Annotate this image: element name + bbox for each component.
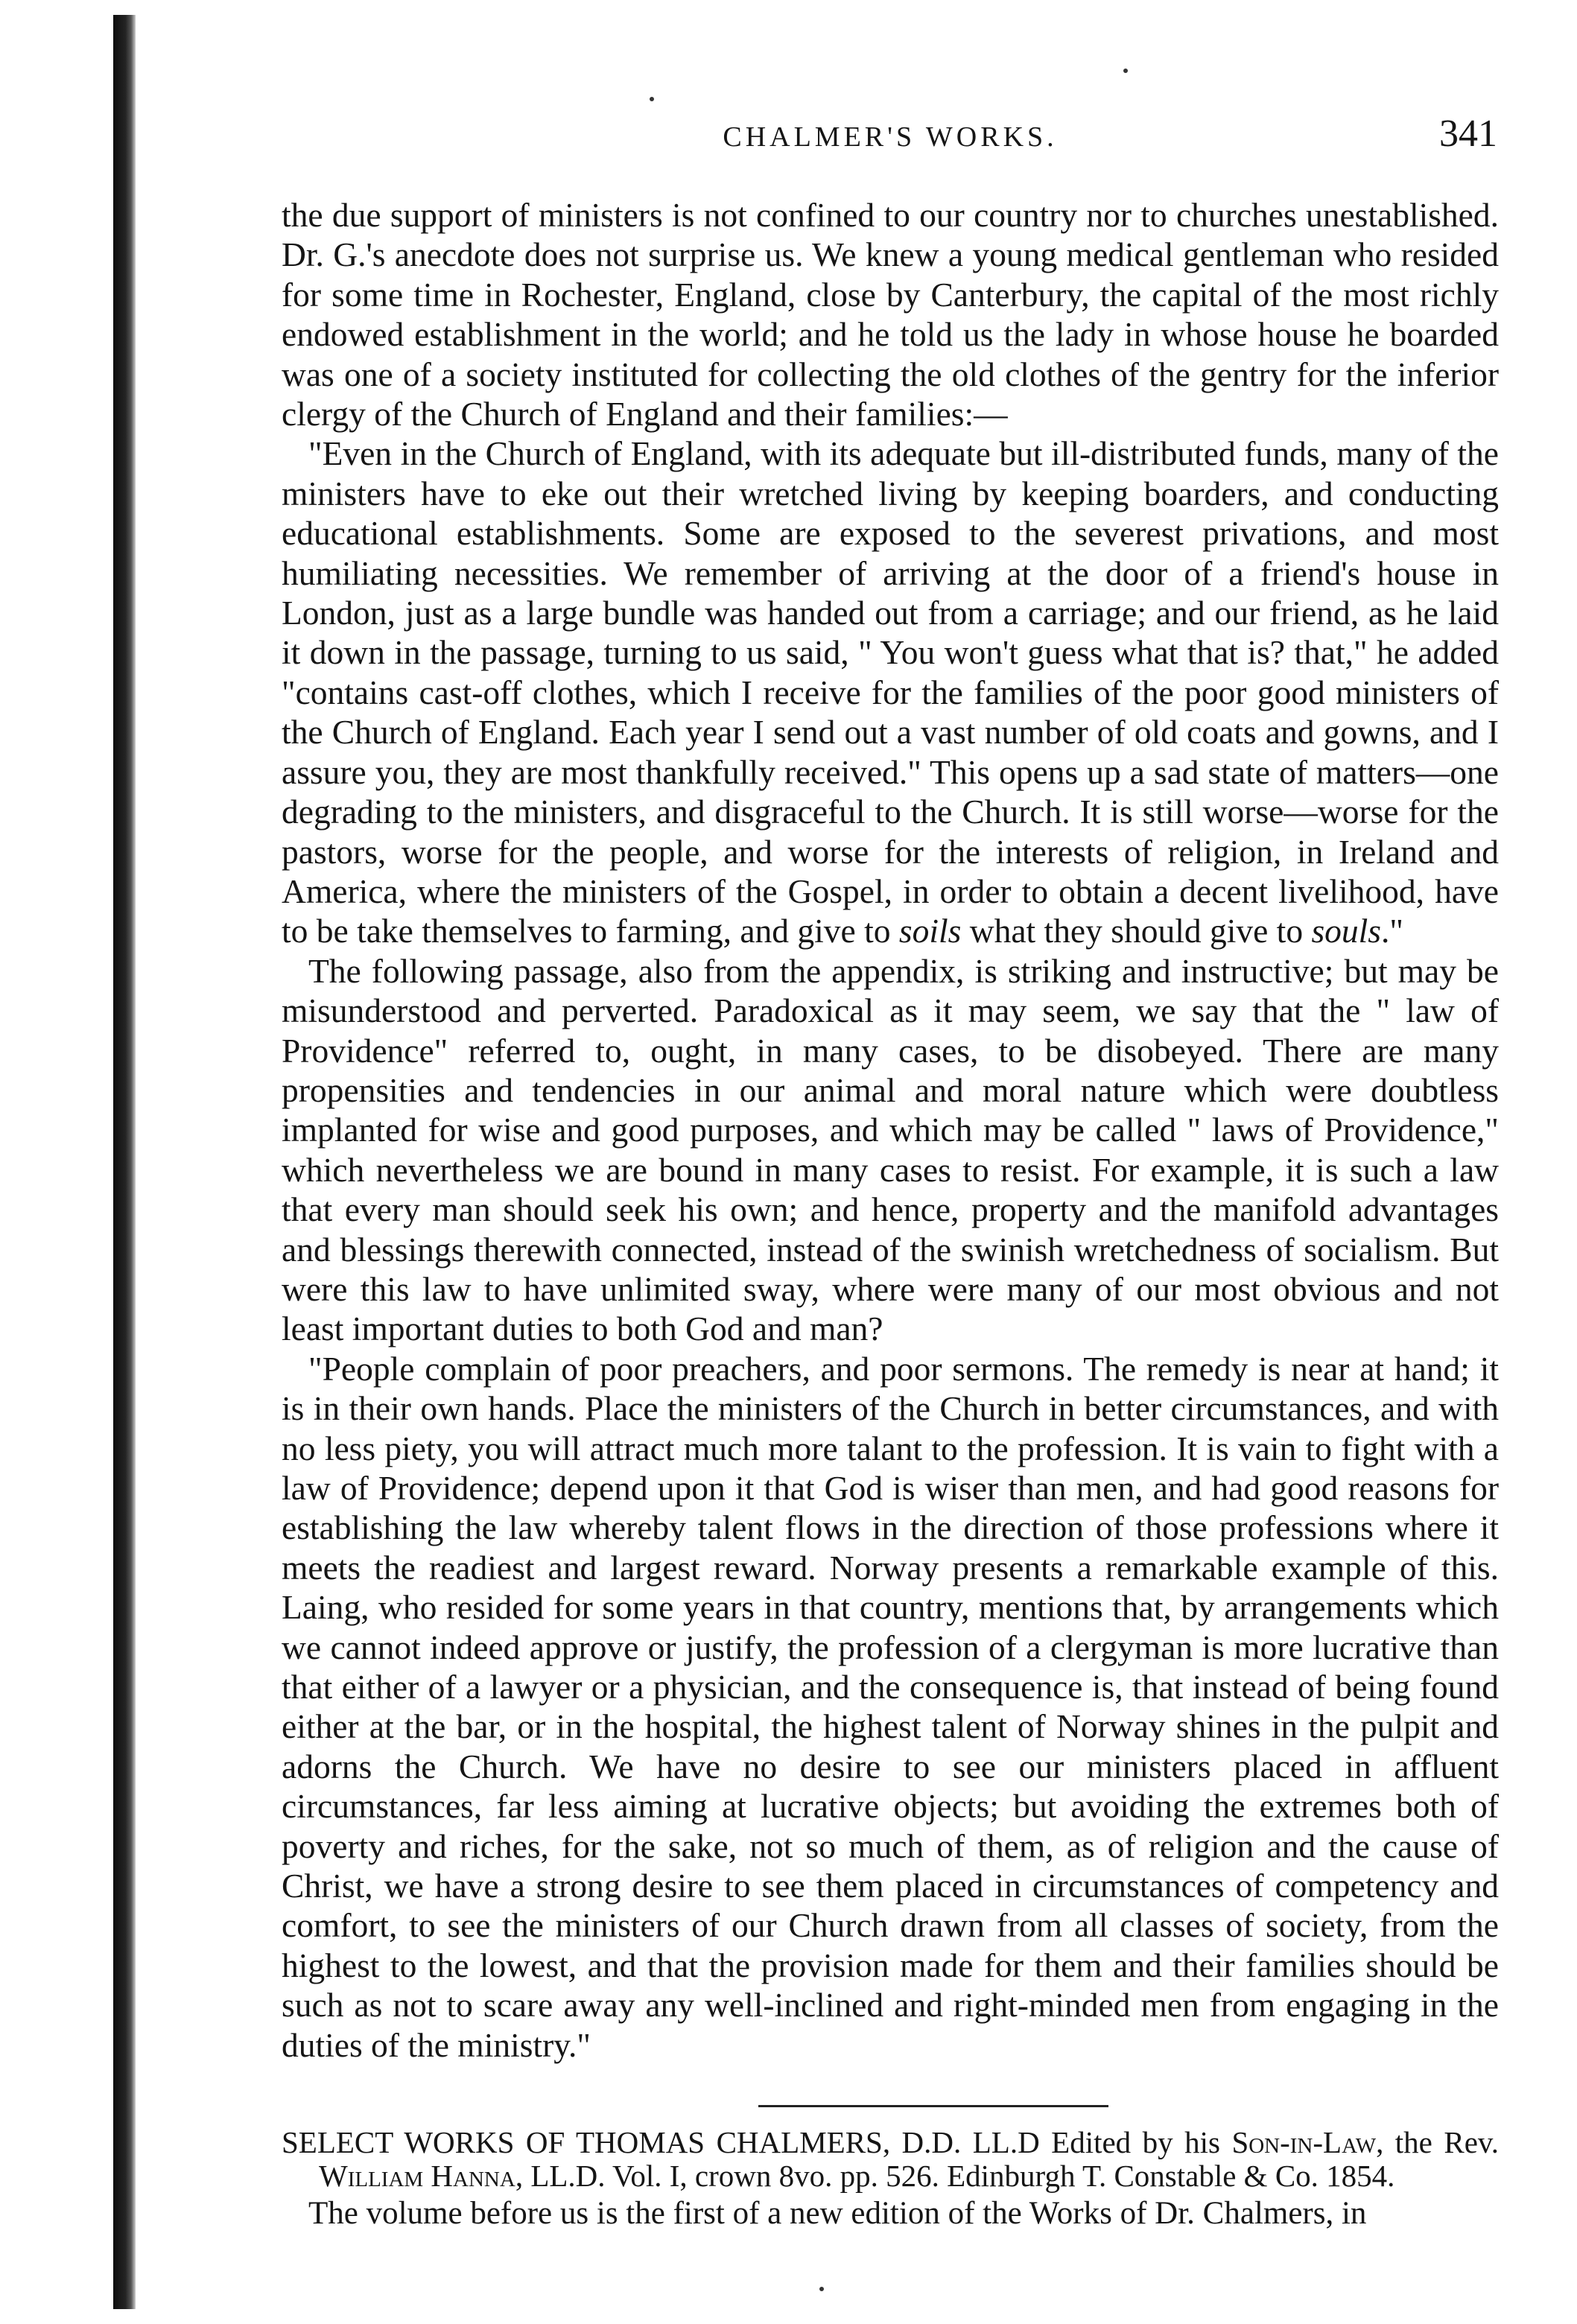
review-editor: William Hanna <box>319 2159 515 2193</box>
page-number: 341 <box>1439 112 1497 155</box>
review-book-title: SELECT WORKS OF THOMAS CHALMERS, D.D. LL.D <box>282 2125 1040 2159</box>
article-body <box>282 195 1499 2065</box>
review-section <box>282 2126 1499 2232</box>
running-title: CHALMER'S WORKS. <box>723 121 1058 153</box>
review-edited-by: Edited by his <box>1039 2125 1232 2159</box>
italic-word-soils: soils <box>898 912 962 950</box>
review-details: , LL.D. Vol. I, crown 8vo. pp. 526. Edinburgh T. Constable & Co. 1854. <box>515 2159 1395 2193</box>
paragraph-commentary: The following passage, also from the appendix, is striking and instructive; but may be misunderstood and perverted. Paradoxical as it may seem, we say that the " law of Providence" referred to, ought, in many cases, to be disobeyed. There are many propensities and tendencies in our animal and moral nature which were doubtless implanted for wise and good purposes, and which may be called " laws of Providence," which nevertheless we are bound in many cases to resist. For example, it is such a law that every man should seek his own; and hence, property and the manifold advantages and blessings therewith connected, instead of the swinish wretchedness of socialism. But were this law to have unlimited sway, where were many of our most obvious and not least important duties to both God and man? <box>282 951 1499 1348</box>
scan-speck <box>819 2287 824 2291</box>
review-intro: The volume before us is the first of a new edition of the Works of Dr. Chalmers, in <box>308 2196 1367 2231</box>
review-rev: , the Rev. <box>1376 2125 1499 2159</box>
paragraph-quotation-2: "People complain of poor preachers, and poor sermons. The remedy is near at hand; it is in their own hands. Place the ministers of the Church in better circumstances, and with no less piety, you will attract much more talant to the profession. It is vain to fight with a law of Providence; depend upon it that God is wiser than men, and had good reasons for establishing the law whereby talent flows in the direction of those professions where it meets the readiest and largest reward. Norway presents a remarkable example of this. Laing, who resided for some years in that country, mentions that, by arrangements which we cannot indeed approve or justify, the profession of a clergyman is more lucrative than that either of a lawyer or a physician, and the consequence is, that instead of being found either at the bar, or in the hospital, the highest talent of Norway shines in the pulpit and adorns the Church. We have no desire to see our ministers placed in affluent circumstances, far less aiming at lucrative objects; but avoiding the extremes both of poverty and riches, for the sake, not so much of them, as of religion and the cause of Christ, we have a strong desire to see them placed in circumstances of competency and comfort, to see the ministers of our Church drawn from all classes of society, from the highest to the lowest, and that the provision made for them and their families should be such as not to scare away any well-inclined and right-minded men from engaging in the duties of the ministry." <box>282 1349 1499 2064</box>
scan-speck <box>650 97 654 101</box>
quotation-text-cont: what they should give to <box>961 912 1312 950</box>
scan-speck <box>1123 69 1128 73</box>
quotation-close: ." <box>1381 912 1403 950</box>
page-header <box>283 112 1497 179</box>
review-relation: Son-in-Law <box>1231 2125 1377 2159</box>
quotation-text: "Even in the Church of England, with its adequate but ill-distributed funds, many of the ministers have to eke out their wretched living by keeping boarders, and conducting educational establishments. Some are exposed to the severest privations, and most humiliating necessities. We remember of arriving at the door of a friend's house in London, just as a large bundle was handed out from a carriage; and our friend, as he laid it down in the passage, turning to us said, " You won't guess what that is? that," he added "contains cast-off clothes, which I receive for the families of the poor good ministers of the Church of England. Each year I send out a vast number of old coats and gowns, and I assure you, they are most thankfully received." This opens up a sad state of matters—one degrading to the ministers, and disgraceful to the Church. It is still worse—worse for the pastors, worse for the people, and worse for the interests of religion, in Ireland and America, where the ministers of the Gospel, in order to obtain a decent livelihood, have to be take themselves to farming, and give to <box>282 434 1499 950</box>
paragraph-continued: the due support of ministers is not confined to our country nor to churches unestablished. Dr. G.'s anecdote does not surprise us. We knew a young medical gentleman who resided for some time in Rochester, England, close by Canterbury, the capital of the most richly endowed establishment in the world; and he told us the lady in whose house he boarded was one of a society instituted for collecting the old clothes of the gentry for the inferior clergy of the Church of England and their families:— <box>282 196 1499 434</box>
italic-word-souls: souls <box>1311 912 1382 950</box>
review-entry <box>282 2126 1499 2193</box>
section-divider <box>758 2105 1108 2107</box>
paragraph-quotation <box>282 434 1499 950</box>
scan-binding-edge <box>113 15 136 2309</box>
